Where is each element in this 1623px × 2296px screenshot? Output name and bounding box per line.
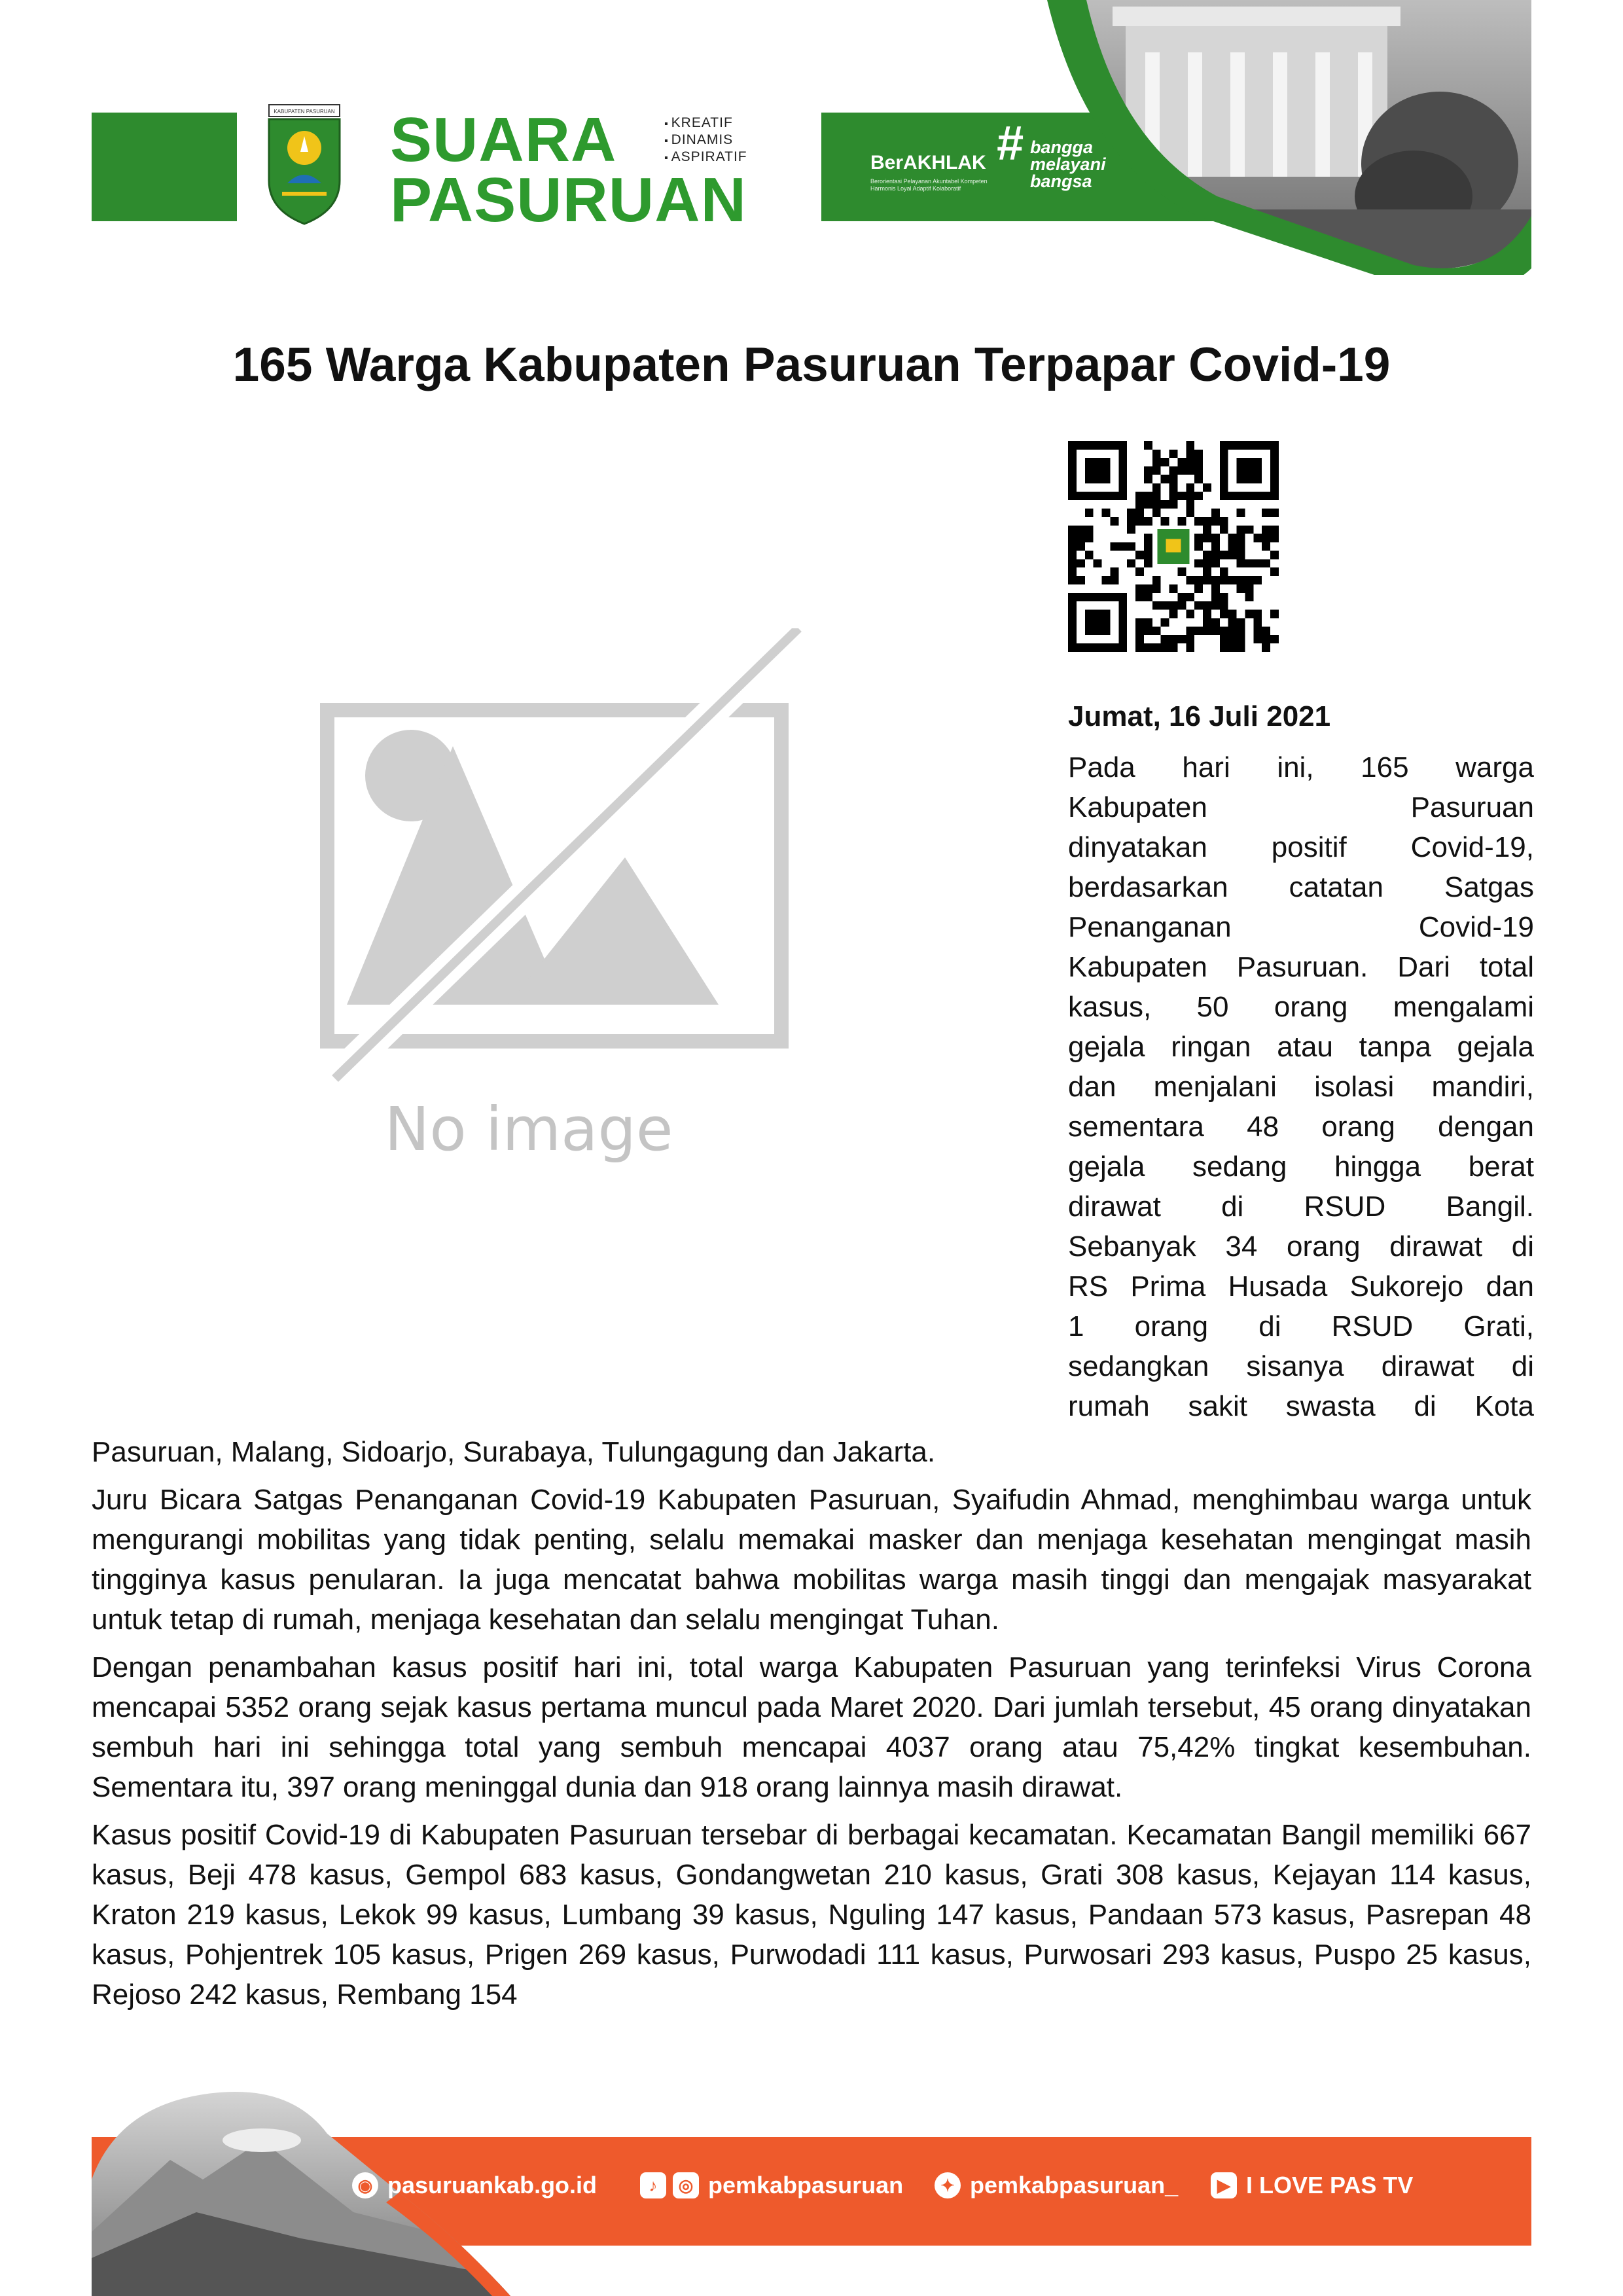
column-line: dirawat di RSUD Bangil. <box>1068 1191 1534 1223</box>
footer-instagram-text: pemkabpasuruan <box>708 2172 904 2198</box>
column-line: kasus, 50 orang mengalami <box>1068 991 1534 1023</box>
column-line: gejala sedang hingga berat <box>1068 1151 1534 1183</box>
body-paragraph: Juru Bicara Satgas Penanganan Covid-19 Kabupaten Pasuruan, Syaifudin Ahmad, menghimbau warga untuk mengurangi mobilitas yang tidak penting, selalu memakai masker dan menjaga kesehatan mengingat masih tingginya kasus penularan. Ia juga mencatat bahwa mobilitas warga masih tinggi dan mengajak masyarakat untuk tetap di rumah, menjaga kesehatan dan selalu mengingat Tuhan. <box>92 1484 1531 1636</box>
column-line: dinyatakan positif Covid-19, <box>1068 831 1534 863</box>
header-green-bar-left <box>92 113 237 221</box>
column-line: Penanganan Covid-19 <box>1068 911 1534 943</box>
column-line: dan menjalani isolasi mandiri, <box>1068 1071 1534 1103</box>
column-line: Pada hari ini, 165 warga <box>1068 751 1534 783</box>
berakhlak-subtitle: Berorientasi Pelayanan Akuntabel Kompeten Harmonis Loyal Adaptif Kolaboratif <box>870 178 988 192</box>
youtube-icon: ▶ <box>1211 2172 1237 2198</box>
column-line: sedangkan sisanya dirawat di <box>1068 1350 1534 1382</box>
footer-twitter[interactable] <box>935 2172 1178 2199</box>
column-line: Kabupaten Pasuruan <box>1068 791 1534 823</box>
bangga-line: melayani <box>1030 154 1106 174</box>
bangga-line: bangsa <box>1030 171 1092 191</box>
berakhlak-logo-text: BerAKHLAK <box>870 152 986 173</box>
column-line: berdasarkan catatan Satgas <box>1068 871 1534 903</box>
body-paragraph: Pasuruan, Malang, Sidoarjo, Surabaya, Tulungagung dan Jakarta. <box>92 1436 936 1468</box>
brand-tagline <box>664 115 747 166</box>
no-image-placeholder <box>308 628 818 1165</box>
bangga-line: bangga <box>1030 137 1094 157</box>
tagline-item: ▪ DINAMIS <box>664 132 747 149</box>
footer-twitter-text: pemkabpasuruan_ <box>970 2172 1179 2198</box>
footer-youtube[interactable] <box>1211 2172 1413 2199</box>
text-cutoff-mask <box>0 2045 1623 2071</box>
body-paragraph: Kasus positif Covid-19 di Kabupaten Pasuruan tersebar di berbagai kecamatan. Kecamatan Bangil memiliki 667 kasus, Beji 478 kasus, Gempol 683 kasus, Gondangwetan 210 kasus, Grati 308 kasus, Kejayan 114 kasus, Kraton 219 kasus, Lekok 99 kasus, Lumbang 39 kasus, Nguling 147 kasus, Pandaan 573 kasus, Pasrepan 48 kasus, Pohjentrek 105 kasus, Prigen 269 kasus, Purwodadi 111 kasus, Purwosari 293 kasus, Puspo 25 kasus, Rejoso 242 kasus, Rembang 154 <box>92 1819 1531 2011</box>
article-date: Jumat, 16 Juli 2021 <box>1068 700 1331 732</box>
article-column-text <box>1068 747 1534 1426</box>
brand-line-1: SUARA <box>390 105 617 175</box>
instagram-icon: ◎ <box>673 2172 699 2198</box>
kabupaten-crest-logo <box>265 102 344 226</box>
footer-youtube-text: I LOVE PAS TV <box>1246 2172 1414 2198</box>
column-line: 1 orang di RSUD Grati, <box>1068 1310 1534 1342</box>
hashtag-icon: # <box>996 116 1024 170</box>
tiktok-icon: ♪ <box>640 2172 666 2198</box>
tagline-item: ▪ ASPIRATIF <box>664 149 747 166</box>
header-building-photo <box>1047 0 1531 275</box>
footer-tiktok-instagram[interactable] <box>640 2172 903 2199</box>
column-line: gejala ringan atau tanpa gejala <box>1068 1031 1534 1063</box>
footer-website-text: pasuruankab.go.id <box>387 2172 597 2198</box>
no-image-label: No image <box>384 1094 673 1164</box>
crest-label: KABUPATEN PASURUAN <box>274 109 335 115</box>
column-line: rumah sakit swasta di Kota <box>1068 1390 1534 1422</box>
tagline-item: ▪ KREATIF <box>664 115 747 132</box>
column-line: Kabupaten Pasuruan. Dari total <box>1068 951 1534 983</box>
column-line: sementara 48 orang dengan <box>1068 1111 1534 1143</box>
twitter-icon: ✦ <box>935 2172 961 2198</box>
column-line: Sebanyak 34 orang dirawat di <box>1068 1230 1534 1263</box>
article-body <box>92 1432 1531 2022</box>
body-paragraph: Dengan penambahan kasus positif hari ini, total warga Kabupaten Pasuruan yang terinfeksi Virus Corona mencapai 5352 orang sejak kasus pertama muncul pada Maret 2020. Dari jumlah tersebut, 45 orang dinyatakan sembuh hari ini sehingga total yang sembuh mencapai 4037 orang atau 75,42% tingkat kesembuhan. Sementara itu, 397 orang meninggal dunia dan 918 orang lainnya masih dirawat. <box>92 1651 1531 1803</box>
brand-line-2: PASURUAN <box>390 165 747 235</box>
footer-website[interactable] <box>352 2172 597 2199</box>
qr-code[interactable] <box>1068 441 1279 652</box>
article-title: 165 Warga Kabupaten Pasuruan Terpapar Covid-19 <box>232 338 1391 391</box>
globe-icon: ◉ <box>352 2172 378 2198</box>
column-line: RS Prima Husada Sukorejo dan <box>1068 1270 1534 1302</box>
